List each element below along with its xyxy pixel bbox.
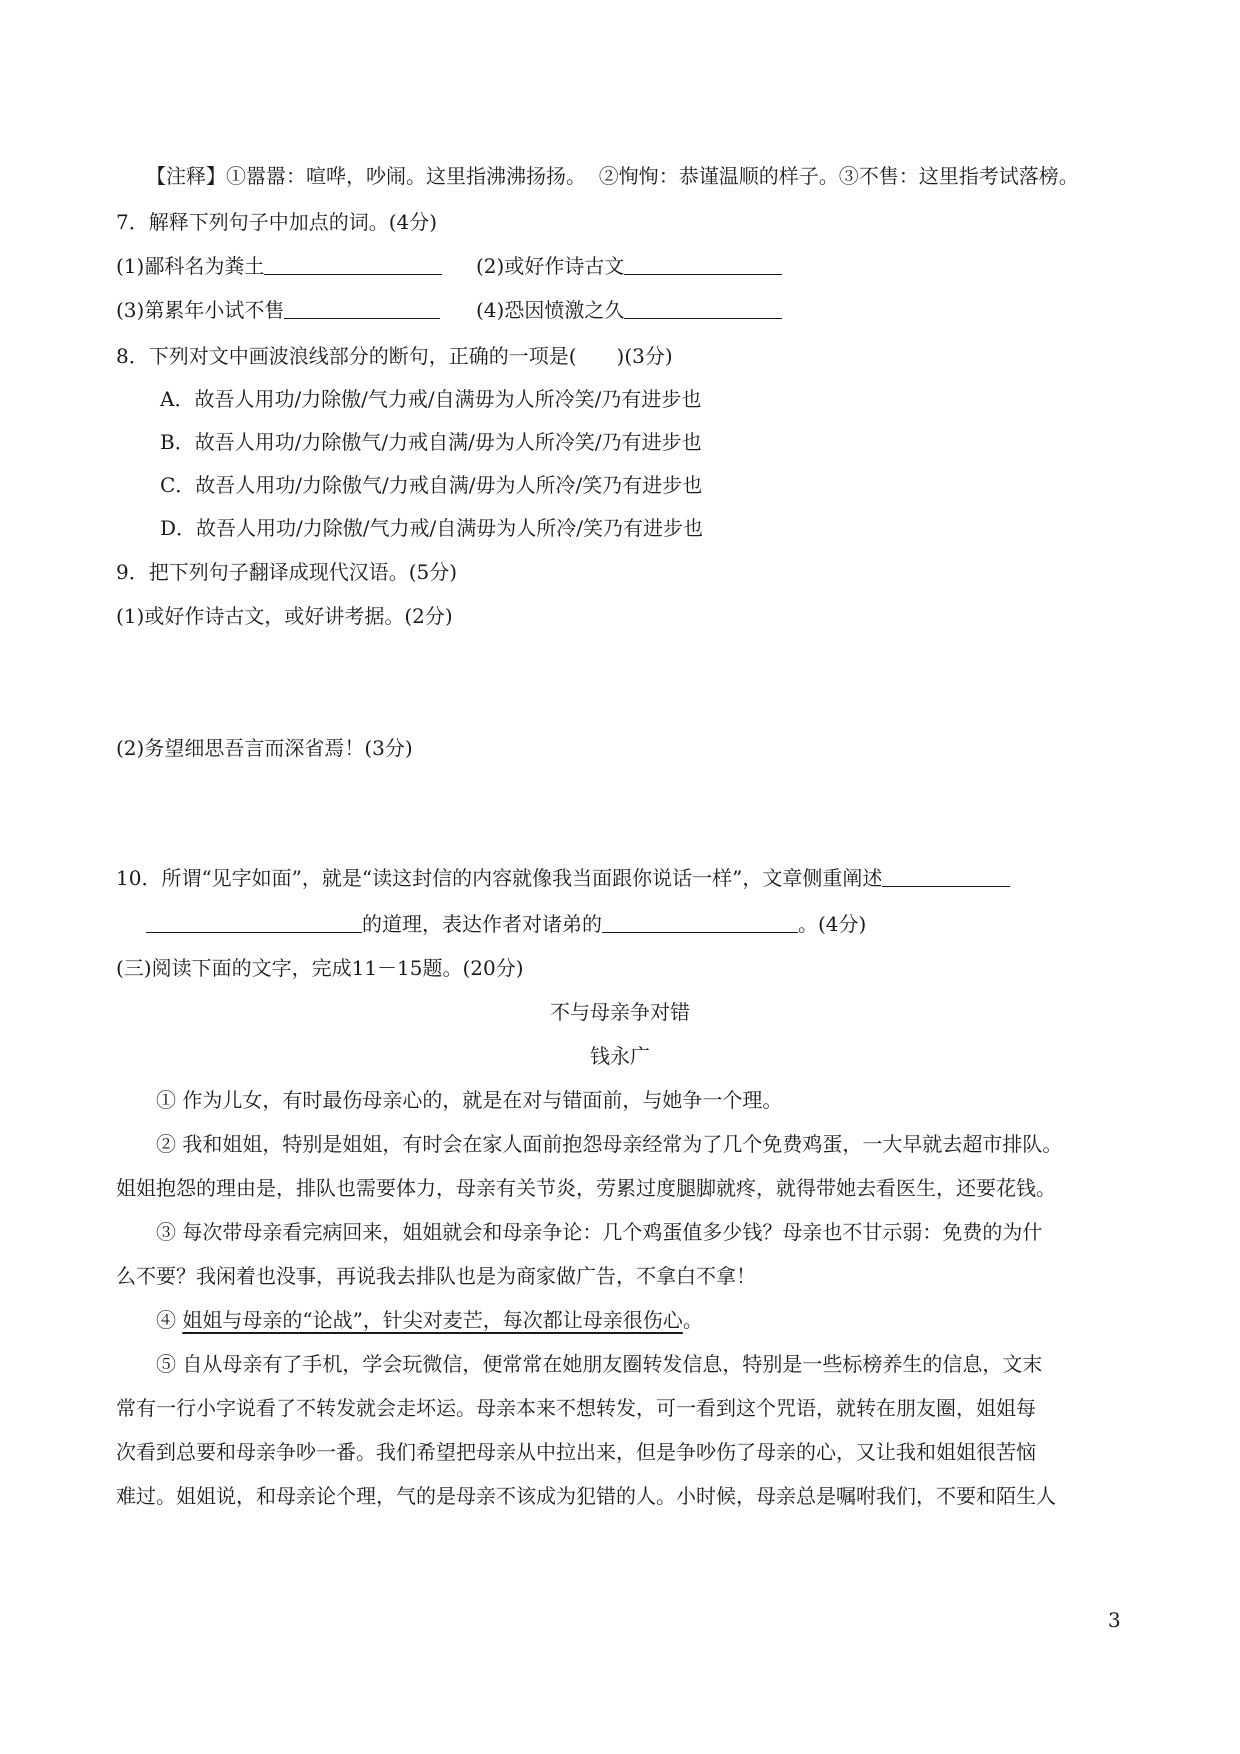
q10-end-text: 。(4分) xyxy=(798,912,867,936)
paragraph-5-line-1: ⑤ 自从母亲有了手机，学会玩微信，便常常在她朋友圈转发信息，特别是一些标榜养生的信息，文末 xyxy=(156,1352,1043,1376)
q7-item-3-text: (3)第累年小试不售 xyxy=(116,298,285,322)
answer-blank[interactable] xyxy=(882,866,1010,887)
answer-blank[interactable] xyxy=(602,912,798,933)
q7-item-1 xyxy=(116,252,442,280)
q7-stem: 7．解释下列句子中加点的词。(4分) xyxy=(116,210,438,234)
q10-line-2 xyxy=(146,910,866,938)
annotation-note: 【注释】①嚣嚣：喧哗，吵闹。这里指沸沸扬扬。 ②恂恂：恭谨温顺的样子。③不售：这里指考试落榜。 xyxy=(146,164,1079,188)
paragraph-5-line-2: 常有一行小字说看了不转发就会走坏运。母亲本来不想转发，可一看到这个咒语，就转在朋友圈，姐姐每 xyxy=(116,1396,1036,1420)
paragraph-2-line-2: 姐姐抱怨的理由是，排队也需要体力，母亲有关节炎，劳累过度腿脚就疼，就得带她去看医生，还要花钱。 xyxy=(116,1176,1056,1200)
answer-blank[interactable] xyxy=(284,298,440,319)
q9-item-1: (1)或好作诗古文，或好讲考据。(2分) xyxy=(116,604,453,628)
q7-item-2 xyxy=(476,252,782,280)
article-author: 钱永广 xyxy=(590,1044,650,1068)
q10-line-1 xyxy=(116,864,1010,892)
underlined-sentence: 姐姐与母亲的“论战”，针尖对麦芒，每次都让母亲很伤心 xyxy=(182,1308,683,1332)
article-title: 不与母亲争对错 xyxy=(550,1000,690,1024)
paragraph-1: ① 作为儿女，有时最伤母亲心的，就是在对与错面前，与她争一个理。 xyxy=(156,1088,783,1112)
paragraph-3-line-2: 么不要？我闲着也没事，再说我去排队也是为商家做广告，不拿白不拿！ xyxy=(116,1264,756,1288)
q7-item-4 xyxy=(476,296,782,324)
answer-blank[interactable] xyxy=(146,912,362,933)
q7-item-3 xyxy=(116,296,440,324)
q8-stem: 8．下列对文中画波浪线部分的断句，正确的一项是( )(3分) xyxy=(116,344,673,368)
q7-item-1-text: (1)鄙科名为粪土 xyxy=(116,254,265,278)
paragraph-4-end: 。 xyxy=(682,1308,703,1332)
q8-option-a[interactable]: A．故吾人用功/力除傲/气力戒/自满毋为人所冷笑/乃有进步也 xyxy=(160,387,702,411)
q9-stem: 9．把下列句子翻译成现代汉语。(5分) xyxy=(116,560,458,584)
answer-blank[interactable] xyxy=(264,254,442,275)
answer-blank[interactable] xyxy=(624,254,782,275)
paragraph-2-line-1: ② 我和姐姐，特别是姐姐，有时会在家人面前抱怨母亲经常为了几个免费鸡蛋，一大早就去超市排队。 xyxy=(156,1132,1063,1156)
q7-item-2-text: (2)或好作诗古文 xyxy=(476,254,625,278)
q8-option-d[interactable]: D．故吾人用功/力除傲/气力戒/自满毋为人所冷/笑乃有进步也 xyxy=(160,516,703,540)
answer-blank[interactable] xyxy=(624,298,782,319)
q7-item-4-text: (4)恐因愤激之久 xyxy=(476,298,625,322)
q9-item-2: (2)务望细思吾言而深省焉！(3分) xyxy=(116,736,413,760)
q10-mid-text: 的道理，表达作者对诸弟的 xyxy=(362,912,602,936)
q10-text: 10．所谓“见字如面”，就是“读这封信的内容就像我当面跟你说话一样”，文章侧重阐述 xyxy=(116,866,883,890)
paragraph-5-line-4: 难过。姐姐说，和母亲论个理，气的是母亲不该成为犯错的人。小时候，母亲总是嘱咐我们，不要和陌生人 xyxy=(116,1484,1056,1508)
paragraph-4-number: ④ xyxy=(156,1308,183,1332)
paragraph-3-line-1: ③ 每次带母亲看完病回来，姐姐就会和母亲争论：几个鸡蛋值多少钱？母亲也不甘示弱：免费的为什 xyxy=(156,1220,1043,1244)
page-number: 3 xyxy=(1108,1608,1121,1632)
section-three-heading: (三)阅读下面的文字，完成11－15题。(20分) xyxy=(116,956,524,980)
paragraph-5-line-3: 次看到总要和母亲争吵一番。我们希望把母亲从中拉出来，但是争吵伤了母亲的心，又让我和姐姐很苦恼 xyxy=(116,1440,1036,1464)
q8-option-c[interactable]: C．故吾人用功/力除傲气/力戒自满/毋为人所冷/笑乃有进步也 xyxy=(160,473,703,497)
q8-option-b[interactable]: B．故吾人用功/力除傲气/力戒自满/毋为人所冷笑/乃有进步也 xyxy=(160,430,702,454)
paragraph-4 xyxy=(156,1306,703,1334)
